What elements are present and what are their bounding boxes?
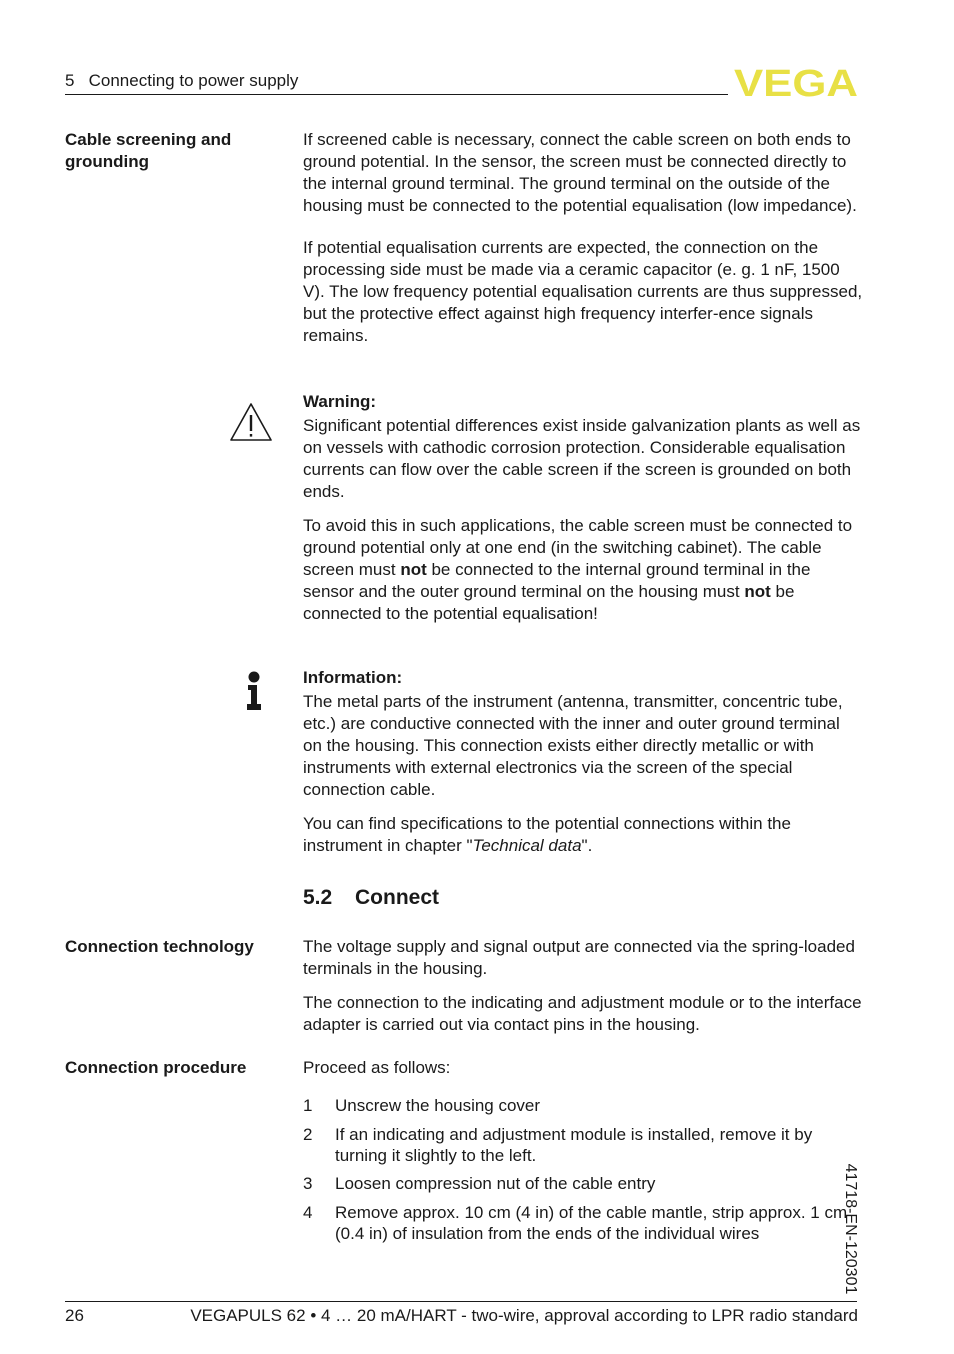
connection-technology-p1: The voltage supply and signal output are connected via the spring-loaded terminals in the housing. bbox=[303, 937, 855, 978]
cable-screening-text bbox=[303, 129, 863, 347]
page-number: 26 bbox=[65, 1306, 84, 1325]
warning-p2: To avoid this in such applications, the cable screen must be connected to ground potential only at one end (in the switching cabinet). The cable screen must not be connected to the internal ground terminal in the sensor and the outer ground terminal on the housing must not be connected to the potential equalisation! bbox=[303, 516, 853, 623]
header-rule bbox=[65, 94, 728, 95]
information-title: Information: bbox=[303, 668, 403, 687]
section-number: 5.2 bbox=[303, 886, 333, 909]
connection-technology-label: Connection technology bbox=[65, 937, 254, 956]
information-p2: You can find specifications to the potential connections within the instrument in chapter "Technical data". bbox=[303, 814, 791, 855]
document-id: 41718-EN-120301 bbox=[842, 1163, 859, 1295]
vega-logo bbox=[734, 64, 858, 100]
cable-screening-p1: If screened cable is necessary, connect the cable screen on both ends to ground potential. In the sensor, the screen must be connected directly to the internal ground terminal. The ground terminal on the outside of the housing must be connected to the potential equalisation (low impedance). bbox=[303, 130, 857, 215]
connection-procedure-label: Connection procedure bbox=[65, 1058, 247, 1077]
cable-screening-label: Cable screening and grounding bbox=[65, 130, 232, 171]
logo-text: VEGA bbox=[734, 64, 858, 100]
section-title: Connect bbox=[355, 886, 439, 909]
information-p1: The metal parts of the instrument (antenna, transmitter, concentric tube, etc.) are conductive connected with the inner and outer ground terminal on the housing. This connection exists either directly metallic or with instruments with external electronics via the screen of the special connection cable. bbox=[303, 692, 843, 799]
information-block bbox=[303, 667, 863, 857]
footer-title: VEGAPULS 62 • 4 … 20 mA/HART - two-wire, approval according to LPR radio standard bbox=[190, 1306, 858, 1325]
warning-title: Warning: bbox=[303, 392, 377, 411]
cable-screening-p2: If potential equalisation currents are expected, the connection on the processing side must be made via a ceramic capacitor (e. g. 1 nF, 1500 V). The low frequency potential equalisation currents are thus suppressed, but the protective effect against high frequency interfer-ence signals remains. bbox=[303, 238, 863, 345]
section-heading bbox=[303, 886, 439, 910]
footer-rule bbox=[65, 1301, 857, 1302]
procedure-steps: 1 Unscrew the housing cover 2 If an indicating and adjustment module is installed, remove it by turning it slightly to the left. 3 Loosen compression nut of the cable entry 4 Remove approx. 10 cm (4 in) of the cable mantle, strip approx. 1 cm (0.4 in) of insulation from the ends of the individual wires bbox=[303, 1096, 848, 1243]
information-icon bbox=[244, 671, 264, 711]
connection-technology-p2: The connection to the indicating and adjustment module or to the interface adapter is carried out via contact pins in the housing. bbox=[303, 993, 862, 1034]
running-header: 5 Connecting to power supply bbox=[65, 71, 299, 90]
connection-procedure-intro: Proceed as follows: bbox=[303, 1058, 451, 1077]
warning-block bbox=[303, 391, 863, 625]
warning-icon bbox=[229, 402, 273, 442]
connection-technology-text bbox=[303, 936, 863, 1036]
warning-p1: Significant potential differences exist inside galvanization plants as well as on vessels with cathodic corrosion protection. Considerable equalisation currents can flow over the cable screen if the screen is grounded on both ends. bbox=[303, 416, 861, 501]
